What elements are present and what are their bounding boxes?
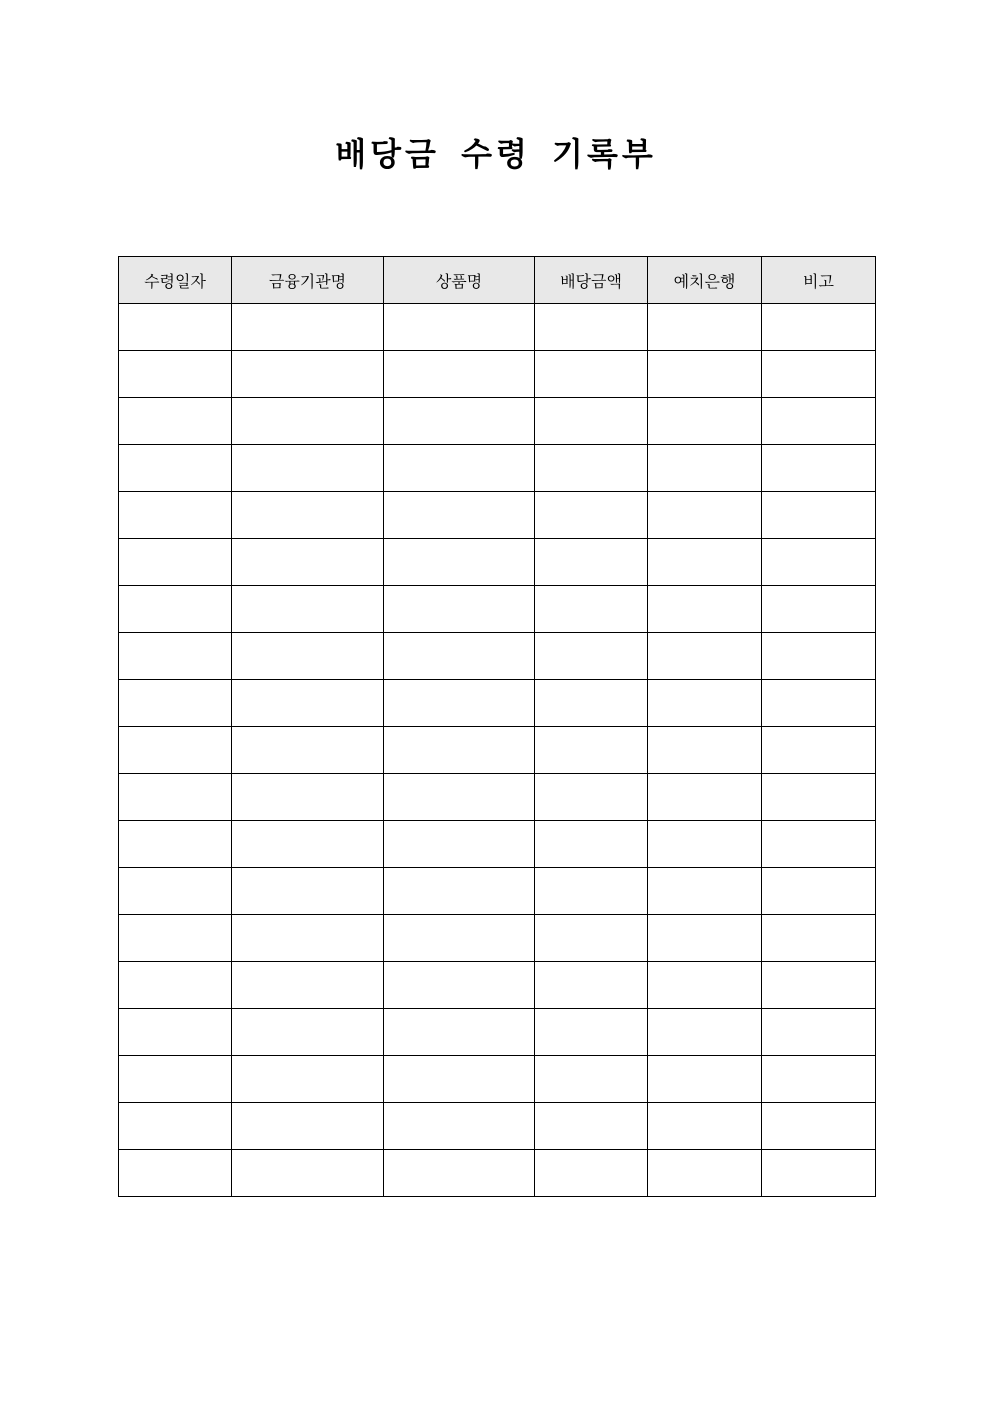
cell-remarks[interactable] — [762, 351, 876, 398]
cell-remarks[interactable] — [762, 539, 876, 586]
cell-dividend-amount[interactable] — [535, 1056, 648, 1103]
cell-dividend-amount[interactable] — [535, 774, 648, 821]
dividend-record-table — [118, 256, 876, 1197]
cell-remarks[interactable] — [762, 398, 876, 445]
table-row — [119, 680, 876, 727]
cell-remarks[interactable] — [762, 962, 876, 1009]
cell-institution-name[interactable] — [232, 680, 384, 727]
header-receipt-date: 수령일자 — [119, 257, 232, 304]
cell-receipt-date[interactable] — [119, 539, 232, 586]
cell-product-name[interactable] — [384, 962, 535, 1009]
cell-dividend-amount[interactable] — [535, 633, 648, 680]
cell-receipt-date[interactable] — [119, 445, 232, 492]
cell-product-name[interactable] — [384, 1103, 535, 1150]
cell-institution-name[interactable] — [232, 962, 384, 1009]
table-row — [119, 727, 876, 774]
cell-product-name[interactable] — [384, 774, 535, 821]
cell-institution-name[interactable] — [232, 821, 384, 868]
cell-institution-name[interactable] — [232, 1009, 384, 1056]
cell-deposit-bank[interactable] — [648, 774, 762, 821]
table-row — [119, 868, 876, 915]
table-row — [119, 633, 876, 680]
table-header-row — [119, 257, 876, 304]
cell-remarks[interactable] — [762, 915, 876, 962]
header-institution-name: 금융기관명 — [232, 257, 384, 304]
cell-remarks[interactable] — [762, 727, 876, 774]
cell-receipt-date[interactable] — [119, 680, 232, 727]
cell-dividend-amount[interactable] — [535, 586, 648, 633]
table-row — [119, 774, 876, 821]
cell-dividend-amount[interactable] — [535, 492, 648, 539]
cell-deposit-bank[interactable] — [648, 445, 762, 492]
cell-deposit-bank[interactable] — [648, 915, 762, 962]
table-row — [119, 445, 876, 492]
cell-product-name[interactable] — [384, 351, 535, 398]
cell-receipt-date[interactable] — [119, 868, 232, 915]
cell-remarks[interactable] — [762, 1150, 876, 1197]
table-row — [119, 915, 876, 962]
cell-dividend-amount[interactable] — [535, 304, 648, 351]
cell-product-name[interactable] — [384, 868, 535, 915]
cell-dividend-amount[interactable] — [535, 727, 648, 774]
cell-deposit-bank[interactable] — [648, 492, 762, 539]
cell-deposit-bank[interactable] — [648, 962, 762, 1009]
header-deposit-bank: 예치은행 — [648, 257, 762, 304]
cell-dividend-amount[interactable] — [535, 1009, 648, 1056]
cell-receipt-date[interactable] — [119, 633, 232, 680]
cell-remarks[interactable] — [762, 680, 876, 727]
cell-dividend-amount[interactable] — [535, 1150, 648, 1197]
table-row — [119, 962, 876, 1009]
cell-institution-name[interactable] — [232, 868, 384, 915]
cell-institution-name[interactable] — [232, 492, 384, 539]
cell-deposit-bank[interactable] — [648, 821, 762, 868]
cell-deposit-bank[interactable] — [648, 633, 762, 680]
cell-remarks[interactable] — [762, 1009, 876, 1056]
table-row — [119, 539, 876, 586]
table-body — [119, 304, 876, 1197]
cell-remarks[interactable] — [762, 774, 876, 821]
cell-receipt-date[interactable] — [119, 398, 232, 445]
cell-receipt-date[interactable] — [119, 1150, 232, 1197]
cell-receipt-date[interactable] — [119, 304, 232, 351]
cell-institution-name[interactable] — [232, 1103, 384, 1150]
cell-dividend-amount[interactable] — [535, 1103, 648, 1150]
table-row — [119, 1056, 876, 1103]
cell-dividend-amount[interactable] — [535, 398, 648, 445]
cell-institution-name[interactable] — [232, 727, 384, 774]
cell-product-name[interactable] — [384, 680, 535, 727]
cell-institution-name[interactable] — [232, 445, 384, 492]
cell-deposit-bank[interactable] — [648, 680, 762, 727]
cell-receipt-date[interactable] — [119, 1056, 232, 1103]
cell-remarks[interactable] — [762, 821, 876, 868]
cell-product-name[interactable] — [384, 539, 535, 586]
cell-remarks[interactable] — [762, 586, 876, 633]
cell-institution-name[interactable] — [232, 304, 384, 351]
cell-dividend-amount[interactable] — [535, 915, 648, 962]
header-product-name: 상품명 — [384, 257, 535, 304]
cell-receipt-date[interactable] — [119, 915, 232, 962]
cell-remarks[interactable] — [762, 1056, 876, 1103]
cell-product-name[interactable] — [384, 1056, 535, 1103]
cell-remarks[interactable] — [762, 492, 876, 539]
cell-institution-name[interactable] — [232, 774, 384, 821]
cell-receipt-date[interactable] — [119, 1009, 232, 1056]
cell-institution-name[interactable] — [232, 915, 384, 962]
cell-institution-name[interactable] — [232, 1150, 384, 1197]
cell-product-name[interactable] — [384, 445, 535, 492]
table-row — [119, 1150, 876, 1197]
cell-remarks[interactable] — [762, 868, 876, 915]
cell-product-name[interactable] — [384, 398, 535, 445]
header-remarks: 비고 — [762, 257, 876, 304]
table-row — [119, 821, 876, 868]
cell-receipt-date[interactable] — [119, 821, 232, 868]
cell-receipt-date[interactable] — [119, 586, 232, 633]
cell-deposit-bank[interactable] — [648, 351, 762, 398]
cell-deposit-bank[interactable] — [648, 1056, 762, 1103]
table-row — [119, 1103, 876, 1150]
cell-product-name[interactable] — [384, 1009, 535, 1056]
table-row — [119, 1009, 876, 1056]
cell-dividend-amount[interactable] — [535, 680, 648, 727]
cell-remarks[interactable] — [762, 1103, 876, 1150]
cell-deposit-bank[interactable] — [648, 727, 762, 774]
cell-remarks[interactable] — [762, 445, 876, 492]
cell-institution-name[interactable] — [232, 586, 384, 633]
cell-product-name[interactable] — [384, 915, 535, 962]
table-row — [119, 351, 876, 398]
cell-product-name[interactable] — [384, 304, 535, 351]
table-row — [119, 304, 876, 351]
cell-deposit-bank[interactable] — [648, 1150, 762, 1197]
cell-deposit-bank[interactable] — [648, 868, 762, 915]
cell-deposit-bank[interactable] — [648, 586, 762, 633]
cell-deposit-bank[interactable] — [648, 304, 762, 351]
cell-product-name[interactable] — [384, 633, 535, 680]
cell-dividend-amount[interactable] — [535, 445, 648, 492]
cell-dividend-amount[interactable] — [535, 539, 648, 586]
cell-dividend-amount[interactable] — [535, 962, 648, 1009]
cell-product-name[interactable] — [384, 727, 535, 774]
cell-institution-name[interactable] — [232, 1056, 384, 1103]
cell-dividend-amount[interactable] — [535, 821, 648, 868]
cell-receipt-date[interactable] — [119, 492, 232, 539]
page-title: 배당금 수령 기록부 — [335, 135, 657, 173]
cell-receipt-date[interactable] — [119, 1103, 232, 1150]
cell-dividend-amount[interactable] — [535, 351, 648, 398]
cell-deposit-bank[interactable] — [648, 398, 762, 445]
cell-remarks[interactable] — [762, 304, 876, 351]
cell-receipt-date[interactable] — [119, 962, 232, 1009]
cell-institution-name[interactable] — [232, 351, 384, 398]
cell-institution-name[interactable] — [232, 398, 384, 445]
header-dividend-amount: 배당금액 — [535, 257, 648, 304]
cell-deposit-bank[interactable] — [648, 1009, 762, 1056]
cell-dividend-amount[interactable] — [535, 868, 648, 915]
cell-product-name[interactable] — [384, 821, 535, 868]
cell-receipt-date[interactable] — [119, 351, 232, 398]
cell-deposit-bank[interactable] — [648, 1103, 762, 1150]
cell-receipt-date[interactable] — [119, 727, 232, 774]
cell-product-name[interactable] — [384, 586, 535, 633]
table-row — [119, 398, 876, 445]
table-row — [119, 492, 876, 539]
cell-institution-name[interactable] — [232, 539, 384, 586]
cell-remarks[interactable] — [762, 633, 876, 680]
cell-deposit-bank[interactable] — [648, 539, 762, 586]
cell-institution-name[interactable] — [232, 633, 384, 680]
table-row — [119, 586, 876, 633]
cell-product-name[interactable] — [384, 1150, 535, 1197]
cell-receipt-date[interactable] — [119, 774, 232, 821]
cell-product-name[interactable] — [384, 492, 535, 539]
